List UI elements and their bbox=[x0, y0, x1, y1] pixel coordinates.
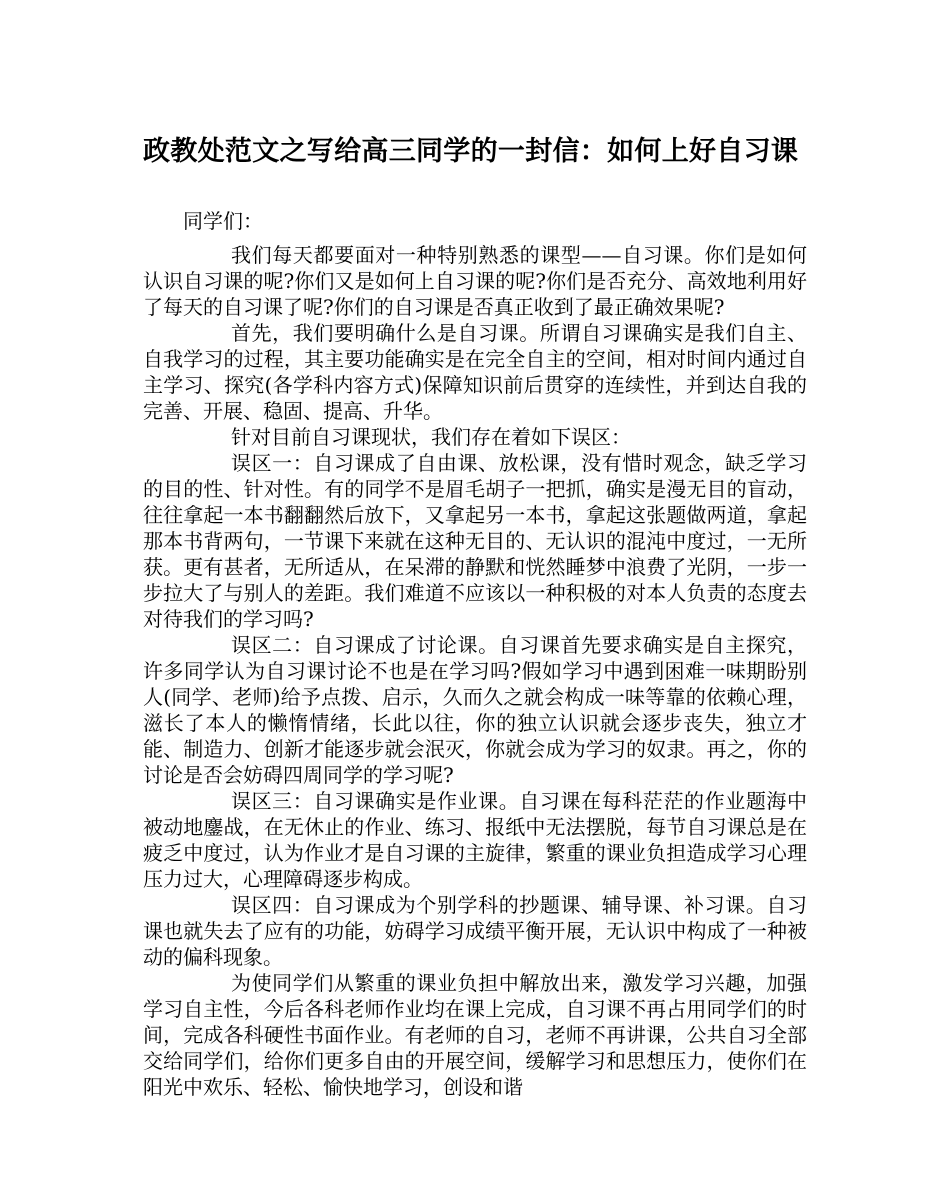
paragraph-intro: 我们每天都要面对一种特别熟悉的课型——自习课。你们是如何认识自习课的呢?你们又是如何上自习课的呢?你们是否充分、高效地利用好了每天的自习课了呢?你们的自习课是否真正收到了最正确效果呢? bbox=[143, 243, 807, 319]
document-title: 政教处范文之写给高三同学的一封信：如何上好自习课 bbox=[143, 136, 799, 167]
paragraph-definition: 首先，我们要明确什么是自习课。所谓自习课确实是我们自主、自我学习的过程，其主要功能确实是在完全自主的空间，相对时间内通过自主学习、探究(各学科内容方式)保障知识前后贯穿的连续性，并到达自我的完善、开展、稳固、提高、升华。 bbox=[143, 321, 807, 423]
salutation: 同学们： bbox=[183, 209, 263, 233]
paragraph-misconception-2: 误区二：自习课成了讨论课。自习课首先要求确实是自主探究，许多同学认为自习课讨论不也是在学习吗?假如学习中遇到困难一味期盼别人(同学、老师)给予点拨、启示，久而久之就会构成一味等靠的依赖心理，滋长了本人的懒惰情绪，长此以往，你的独立认识就会逐步丧失，独立才能、制造力、创新才能逐步就会泯灭，你就会成为学习的奴隶。再之，你的讨论是否会妨碍四周同学的学习呢? bbox=[143, 633, 807, 787]
paragraph-misconception-4: 误区四：自习课成为个别学科的抄题课、辅导课、补习课。自习课也就失去了应有的功能，妨碍学习成绩平衡开展，无认识中构成了一种被动的偏科现象。 bbox=[143, 893, 807, 969]
document-body bbox=[143, 208, 807, 1100]
paragraph-measures: 为使同学们从繁重的课业负担中解放出来，激发学习兴趣，加强学习自主性，今后各科老师作业均在课上完成，自习课不再占用同学们的时间，完成各科硬性书面作业。有老师的自习，老师不再讲课，公共自习全部交给同学们，给你们更多自由的开展空间，缓解学习和思想压力，使你们在阳光中欢乐、轻松、愉快地学习，创设和谐 bbox=[143, 971, 807, 1099]
paragraph-misconception-1: 误区一：自习课成了自由课、放松课，没有惜时观念，缺乏学习的目的性、针对性。有的同学不是眉毛胡子一把抓，确实是漫无目的盲动，往往拿起一本书翻翻然后放下，又拿起另一本书，拿起这张题做两道，拿起那本书背两句，一节课下来就在这种无目的、无认识的混沌中度过，一无所获。更有甚者，无所适从，在呆滞的静默和恍然睡梦中浪费了光阴，一步一步拉大了与别人的差距。我们难道不应该以一种积极的对本人负责的态度去对待我们的学习吗? bbox=[143, 451, 807, 631]
paragraph-misconceptions-lead: 针对目前自习课现状，我们存在着如下误区： bbox=[231, 425, 631, 449]
paragraph-misconception-3: 误区三：自习课确实是作业课。自习课在每科茫茫的作业题海中被动地鏖战，在无休止的作业、练习、报纸中无法摆脱，每节自习课总是在疲乏中度过，认为作业才是自习课的主旋律，繁重的课业负担造成学习心理压力过大，心理障碍逐步构成。 bbox=[143, 789, 807, 891]
